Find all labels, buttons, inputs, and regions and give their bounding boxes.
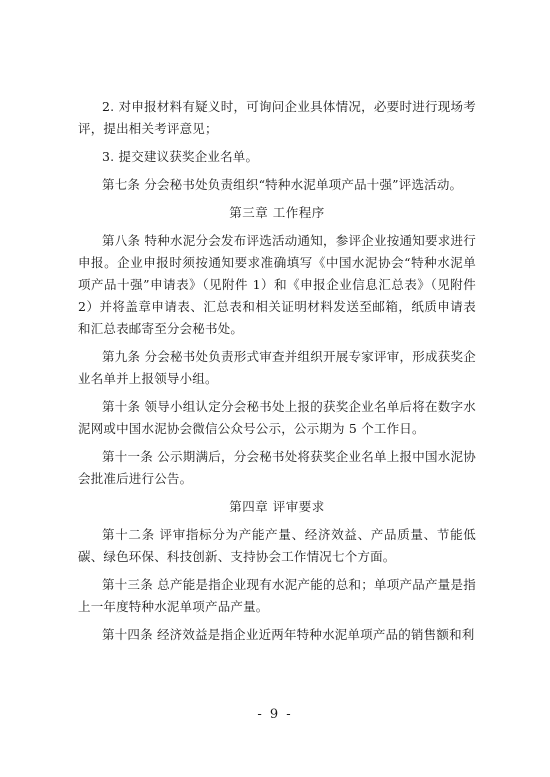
article-8: 第八条 特种水泥分会发布评选活动通知，参评企业按通知要求进行申报。企业申报时须按通知要求准确填写《中国水泥协会“特种水泥单项产品十强”申请表》（见附件 1）和《申报企业信息汇总表》（见附件 2）并将盖章申请表、汇总表和相关证明材料发送至邮箱，纸质申请表和汇总表邮寄至分会秘书处。: [78, 233, 476, 336]
article-9: 第九条 分会秘书处负责形式审查并组织开展专家评审，形成获奖企业名单并上报领导小组。: [78, 349, 476, 386]
article-13: 第十三条 总产能是指企业现有水泥产能的总和；单项产品产量是指上一年度特种水泥单项产品产量。: [78, 577, 476, 614]
article-14: 第十四条 经济效益是指企业近两年特种水泥单项产品的销售额和利: [102, 627, 475, 642]
chapter-3-title: 第三章 工作程序: [229, 205, 325, 220]
article-11: 第十一条 公示期满后，分会秘书处将获奖企业名单上报中国水泥协会批准后进行公告。: [78, 449, 476, 486]
paragraph-item-2: 2. 对申报材料有疑义时，可询问企业具体情况，必要时进行现场考评，提出相关考评意见；: [78, 99, 476, 136]
chapter-4-title: 第四章 评审要求: [229, 499, 325, 514]
article-12: 第十二条 评审指标分为产能产量、经济效益、产品质量、节能低碳、绿色环保、科技创新、支持协会工作情况七个方面。: [78, 527, 476, 564]
article-10: 第十条 领导小组认定分会秘书处上报的获奖企业名单后将在数字水泥网或中国水泥协会微信公众号公示，公示期为 5 个工作日。: [78, 399, 476, 436]
page-number: - 9 -: [257, 707, 293, 722]
paragraph-item-3: 3. 提交建议获奖企业名单。: [102, 149, 259, 164]
article-7: 第七条 分会秘书处负责组织“特种水泥单项产品十强”评选活动。: [102, 177, 463, 192]
document-body: [78, 96, 476, 652]
